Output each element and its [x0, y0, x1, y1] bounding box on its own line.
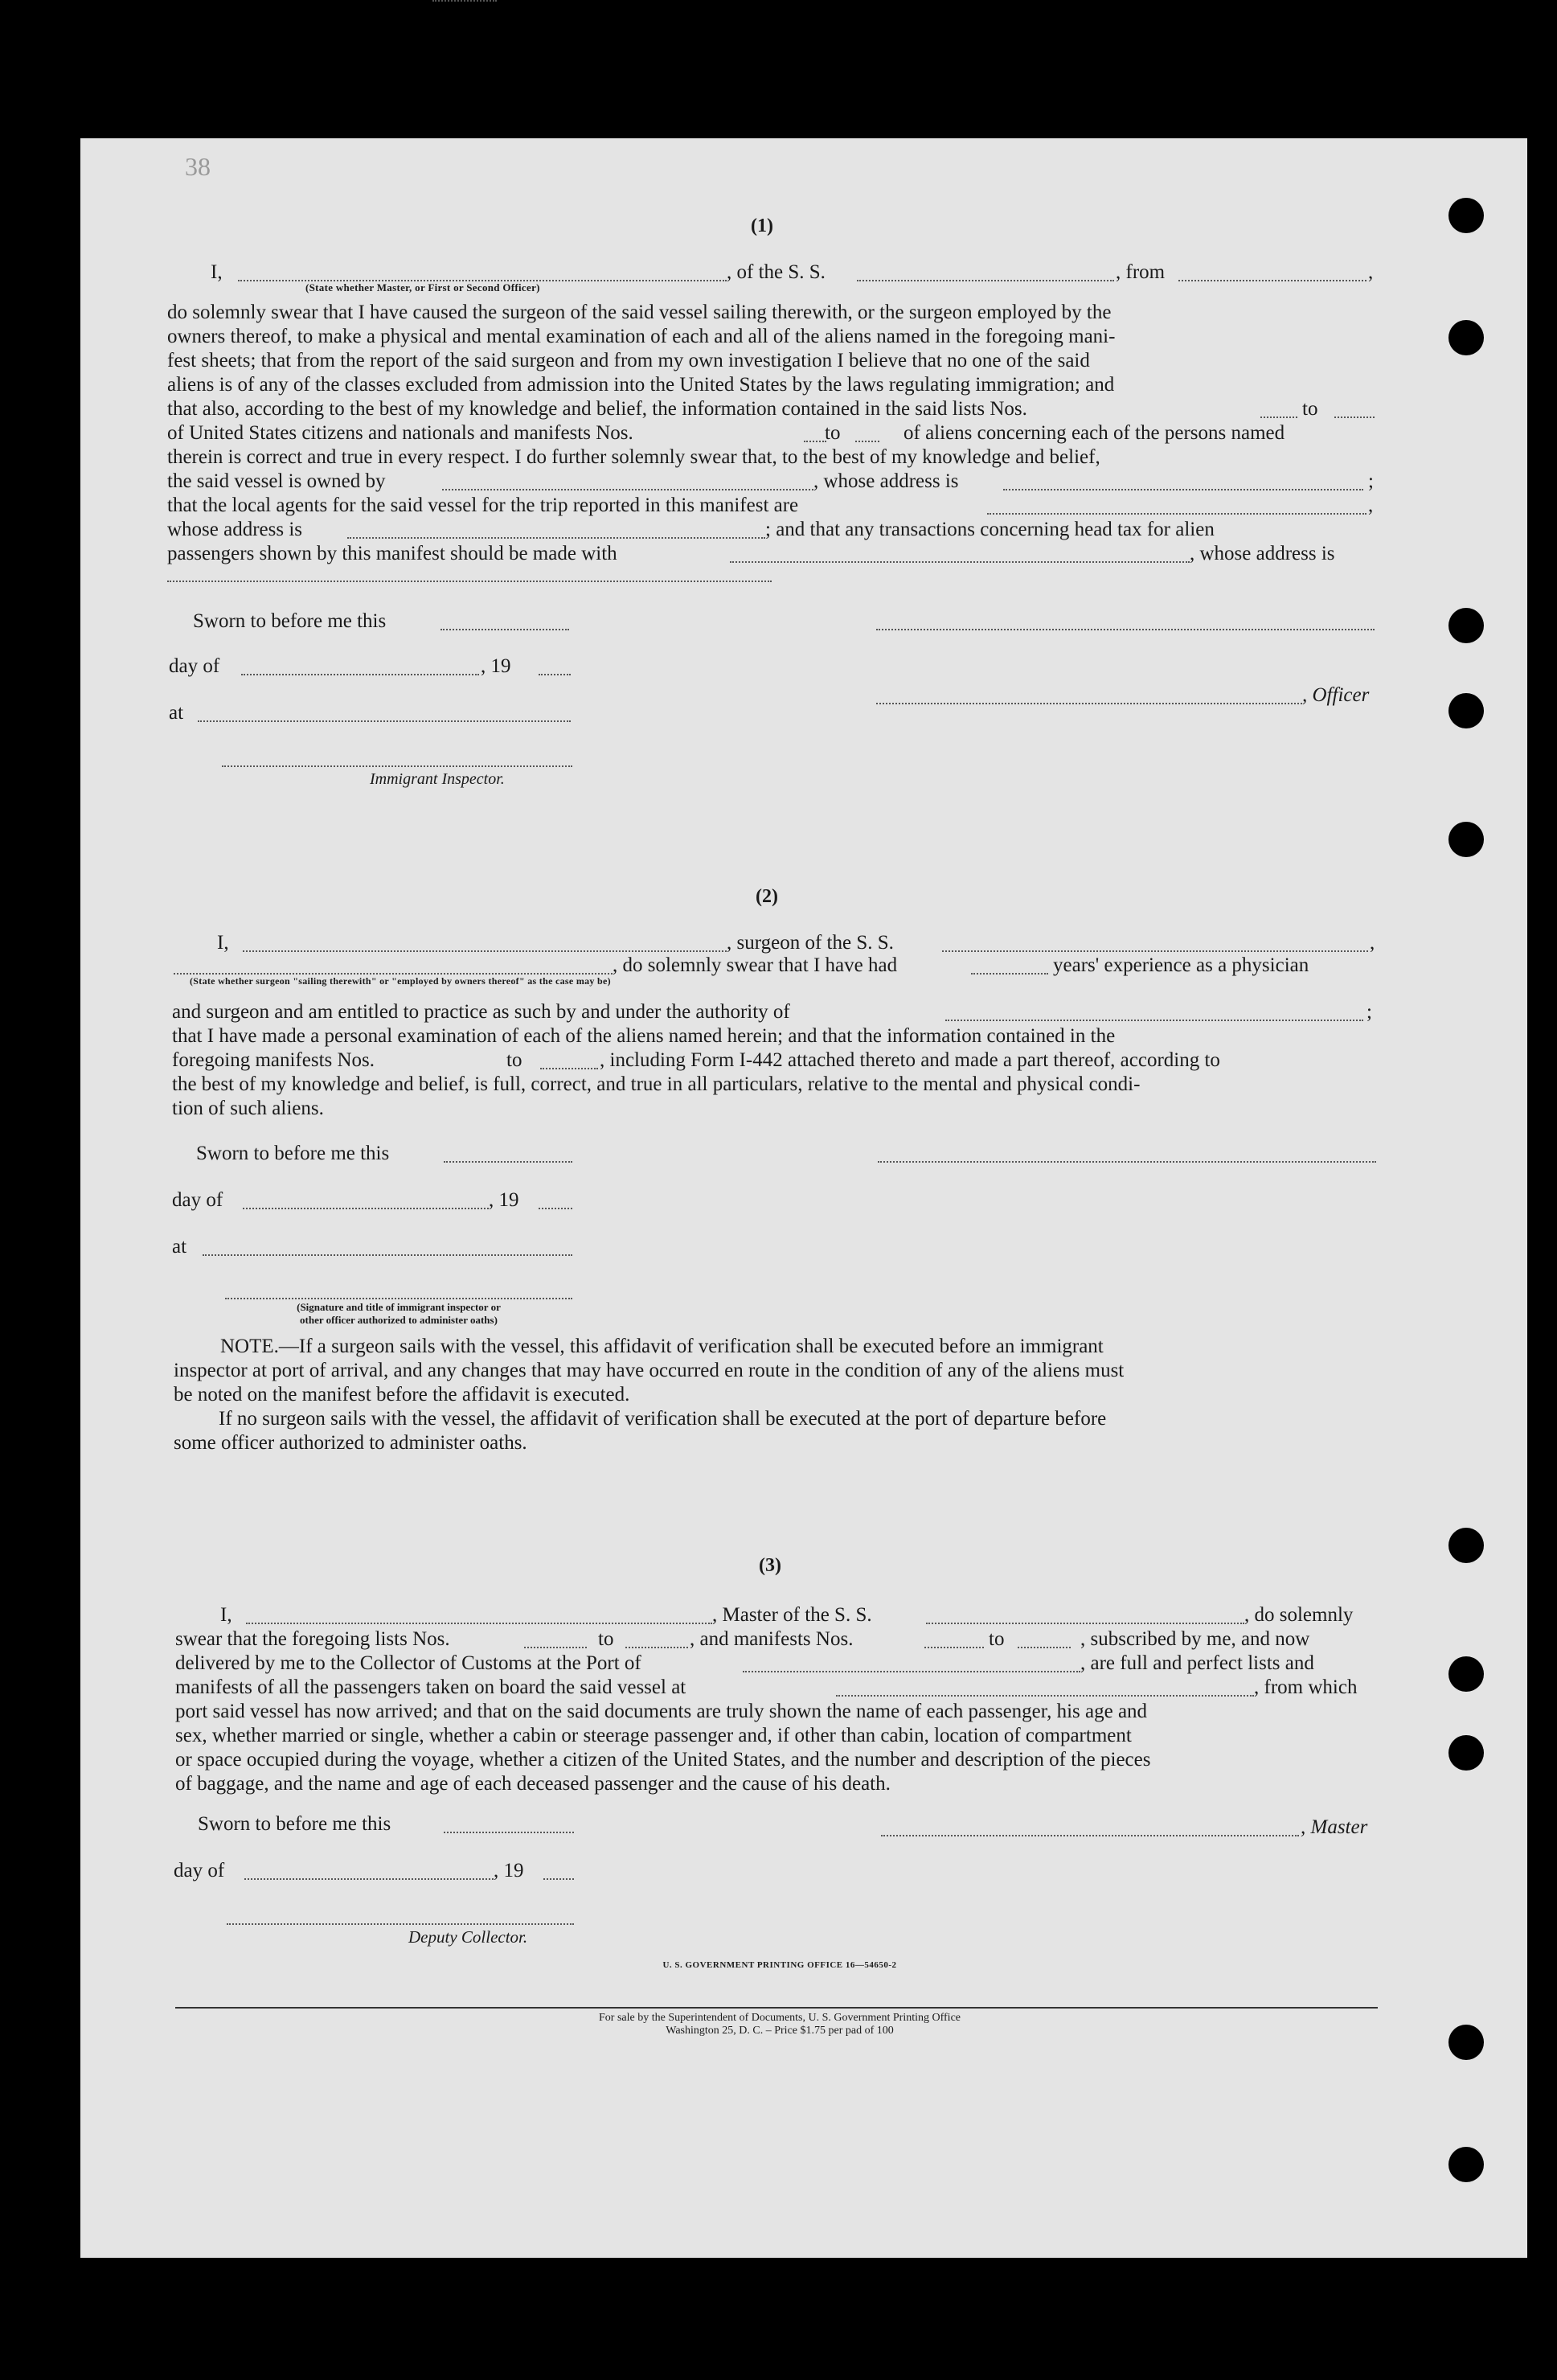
s3-manifests-from-field[interactable]: [924, 1647, 984, 1648]
s1-owner-field[interactable]: [442, 489, 813, 490]
s3-to-label: to: [989, 1628, 1005, 1650]
s3-body-line: sex, whether married or single, whether a cabin or steerage passenger and, if other than cabin, location of compartment: [175, 1725, 1132, 1746]
s2-month-field[interactable]: [243, 1208, 489, 1209]
s3-month-field[interactable]: [244, 1878, 494, 1880]
s1-to-label: to: [825, 422, 841, 444]
s2-year-label: , 19: [489, 1189, 519, 1211]
s3-manifests-to-field[interactable]: [1018, 1647, 1071, 1648]
section-number-1: (1): [751, 215, 773, 236]
s3-year-field[interactable]: [543, 1878, 574, 1880]
s3-port-label: delivered by me to the Collector of Customs at the Port of: [175, 1652, 641, 1674]
s2-note-line: inspector at port of arrival, and any changes that may have occurred en route in the condition of any of the aliens must: [174, 1360, 1125, 1381]
s3-perfect-lists-text: , are full and perfect lists and: [1080, 1652, 1314, 1674]
s1-head-tax-text: ; and that any transactions concerning head tax for alien: [765, 519, 1215, 540]
s1-manifests-label: of United States citizens and nationals and manifests Nos.: [167, 422, 633, 444]
s2-at-label: at: [172, 1236, 187, 1258]
s3-manifests-label: , and manifests Nos.: [690, 1628, 854, 1650]
s1-semicolon: ;: [1368, 470, 1374, 492]
s2-semicolon: ;: [1366, 1001, 1372, 1023]
binder-hole: [1448, 1735, 1484, 1771]
s3-body-line: of baggage, and the name and age of each deceased passenger and the cause of his death.: [175, 1773, 891, 1795]
s2-signature-caption: (Signature and title of immigrant inspector or: [297, 1301, 501, 1313]
section-number-2: (2): [756, 886, 778, 907]
s2-authority-label: and surgeon and am entitled to practice as such by and under the authority of: [172, 1001, 790, 1023]
s1-sworn-day-field[interactable]: [440, 629, 569, 630]
binder-hole: [1448, 2147, 1484, 2182]
binder-hole: [1448, 822, 1484, 857]
s1-year-field[interactable]: [539, 674, 571, 675]
s1-officer-label: , Officer: [1302, 684, 1370, 706]
s1-aliens-text: of aliens concerning each of the persons named: [903, 422, 1285, 444]
s3-master-of-ss-label: , Master of the S. S.: [712, 1604, 872, 1626]
s3-i-label: I,: [220, 1604, 232, 1626]
s2-signature-caption: other officer authorized to administer oaths): [300, 1314, 498, 1326]
binder-hole: [1448, 2025, 1484, 2060]
s2-note-line: some officer authorized to administer oaths.: [174, 1432, 527, 1454]
s2-body-line: the best of my knowledge and belief, is full, correct, and true in all particulars, relative to the mental and physical condi-: [172, 1073, 1141, 1095]
s2-body-line: tion of such aliens.: [172, 1098, 324, 1119]
sale-notice-line: Washington 25, D. C. – Price $1.75 per pad of 100: [666, 2025, 894, 2037]
binder-hole: [1448, 198, 1484, 233]
s3-to-label: to: [598, 1628, 614, 1650]
s3-lists-from-field[interactable]: [524, 1647, 587, 1648]
s2-sworn-label: Sworn to before me this: [196, 1143, 390, 1164]
s1-agents-field[interactable]: [987, 513, 1366, 515]
section-number-3: (3): [759, 1555, 781, 1576]
s3-lists-label: swear that the foregoing lists Nos.: [175, 1628, 450, 1650]
s3-port-field[interactable]: [743, 1671, 1080, 1672]
binder-hole: [1448, 608, 1484, 643]
s2-vessel-name-field[interactable]: [942, 950, 1368, 952]
s1-officer-title-field[interactable]: [876, 703, 1302, 704]
s2-status-caption: (State whether surgeon "sailing therewith" or "employed by owners thereof" as the case may be): [190, 975, 611, 987]
s2-manifests-from-field[interactable]: [432, 0, 497, 2]
s2-surgeon-status-field[interactable]: [174, 973, 613, 975]
s1-from-label: , from: [1116, 261, 1166, 283]
s2-surgeon-name-field[interactable]: [243, 950, 727, 952]
s2-manifests-label: foregoing manifests Nos.: [172, 1049, 375, 1071]
s1-day-of-label: day of: [169, 655, 220, 677]
s2-inspector-signature-field[interactable]: [225, 1298, 572, 1299]
s1-owned-by-label: the said vessel is owned by: [167, 470, 386, 492]
s1-year-label: , 19: [481, 655, 511, 677]
s2-surgeon-signature-field[interactable]: [878, 1161, 1376, 1163]
s1-lists-from-field[interactable]: [1260, 416, 1297, 418]
s2-manifests-to-field[interactable]: [540, 1068, 598, 1069]
s1-officer-signature-field[interactable]: [876, 629, 1375, 630]
s1-body-line: fest sheets; that from the report of the said surgeon and from my own investigation I believe that no one of the said: [167, 350, 1090, 371]
s1-manifests-from-field[interactable]: [804, 441, 826, 442]
s3-day-of-label: day of: [174, 1860, 225, 1881]
s2-body-line: that I have made a personal examination of each of the aliens named herein; and that the information contained in the: [172, 1025, 1116, 1047]
s2-sworn-day-field[interactable]: [444, 1161, 572, 1163]
s1-to-label: to: [1302, 398, 1318, 420]
s2-physician-text: years' experience as a physician: [1053, 954, 1309, 976]
s3-from-which-text: , from which: [1254, 1676, 1358, 1698]
s1-head-tax-address-field[interactable]: [167, 581, 772, 582]
s3-master-label: , Master: [1301, 1816, 1368, 1838]
s2-authority-field[interactable]: [945, 1020, 1363, 1021]
s1-owner-address-label: , whose address is: [813, 470, 959, 492]
s1-head-tax-address-label: , whose address is: [1190, 543, 1335, 564]
binder-hole: [1448, 1656, 1484, 1692]
s1-lists-to-field[interactable]: [1334, 416, 1375, 418]
s3-embark-label: manifests of all the passengers taken on board the said vessel at: [175, 1676, 686, 1698]
s2-note-line: NOTE.—If a surgeon sails with the vessel, this affidavit of verification shall be executed before an immigrant: [220, 1336, 1104, 1357]
s1-at-label: at: [169, 702, 184, 724]
s2-i-label: I,: [217, 932, 229, 954]
s2-surgeon-of-ss-label: , surgeon of the S. S.: [727, 932, 894, 954]
s1-officer-caption: (State whether Master, or First or Second Officer): [305, 281, 540, 293]
s3-deputy-collector-label: Deputy Collector.: [408, 1927, 528, 1947]
s3-year-label: , 19: [494, 1860, 524, 1881]
s1-at-place-field[interactable]: [198, 720, 571, 722]
s1-from-port-field[interactable]: [1178, 280, 1366, 281]
s2-to-label: to: [506, 1049, 522, 1071]
gpo-imprint: U. S. GOVERNMENT PRINTING OFFICE 16—54650-2: [662, 1960, 897, 1970]
s1-vessel-name-field[interactable]: [857, 280, 1114, 281]
s3-lists-to-field[interactable]: [625, 1647, 688, 1648]
s3-sworn-day-field[interactable]: [444, 1832, 574, 1833]
s1-comma: ,: [1368, 261, 1374, 283]
s1-month-field[interactable]: [241, 674, 479, 675]
s1-body-line: owners thereof, to make a physical and mental examination of each and all of the aliens named in the foregoing mani-: [167, 326, 1116, 347]
s1-i-label: I,: [211, 261, 223, 283]
page-number-mark: 38: [185, 152, 211, 181]
s1-manifests-to-field[interactable]: [855, 441, 879, 442]
s2-form-text: , including Form I-442 attached thereto and made a part thereof, according to: [600, 1049, 1220, 1071]
s3-solemnly-text: , do solemnly: [1244, 1604, 1354, 1626]
s2-years-experience-field[interactable]: [971, 973, 1048, 975]
s1-of-ss-label: , of the S. S.: [727, 261, 826, 283]
s3-master-signature-field[interactable]: [881, 1835, 1299, 1836]
footer-divider: [175, 2007, 1378, 2009]
s3-body-line: port said vessel has now arrived; and that on the said documents are truly shown the name of each passenger, his age and: [175, 1701, 1148, 1722]
s1-body-line: do solemnly swear that I have caused the surgeon of the said vessel sailing therewith, or the surgeon employed by the: [167, 302, 1112, 323]
s1-lists-label: that also, according to the best of my knowledge and belief, the information contained in the said lists Nos.: [167, 398, 1027, 420]
s3-master-name-field[interactable]: [246, 1623, 712, 1624]
s2-year-field[interactable]: [539, 1208, 572, 1209]
binder-hole: [1448, 1528, 1484, 1563]
s3-subscribed-text: , subscribed by me, and now: [1080, 1628, 1310, 1650]
s1-agents-address-field[interactable]: [347, 537, 765, 539]
s2-note-line: be noted on the manifest before the affidavit is executed.: [174, 1384, 630, 1405]
s3-sworn-label: Sworn to before me this: [198, 1813, 391, 1835]
s1-head-tax-label: passengers shown by this manifest should be made with: [167, 543, 617, 564]
binder-hole: [1448, 693, 1484, 728]
s1-owner-address-field[interactable]: [1003, 489, 1363, 490]
s2-note-line: If no surgeon sails with the vessel, the affidavit of verification shall be executed at the port of departure before: [219, 1408, 1107, 1430]
s1-inspector-label: Immigrant Inspector.: [370, 770, 505, 788]
s1-agents-label: that the local agents for the said vessel for the trip reported in this manifest are: [167, 494, 799, 516]
s1-body-line: therein is correct and true in every respect. I do further solemnly swear that, to the best of my knowledge and belief,: [167, 446, 1100, 468]
s2-comma: ,: [1370, 932, 1375, 954]
s2-swear-text: , do solemnly swear that I have had: [613, 954, 898, 976]
s3-vessel-name-field[interactable]: [926, 1623, 1244, 1624]
s3-embark-port-field[interactable]: [836, 1695, 1254, 1697]
s1-body-line: aliens is of any of the classes excluded from admission into the United States by the laws regulating immigration; and: [167, 374, 1115, 396]
s1-head-tax-party-field[interactable]: [730, 561, 1190, 563]
s2-day-of-label: day of: [172, 1189, 223, 1211]
sale-notice-line: For sale by the Superintendent of Documents, U. S. Government Printing Office: [599, 2012, 961, 2024]
binder-hole: [1448, 320, 1484, 355]
s3-body-line: or space occupied during the voyage, whether a citizen of the United States, and the number and description of the pieces: [175, 1749, 1151, 1771]
s1-agents-address-label: whose address is: [167, 519, 303, 540]
s1-sworn-label: Sworn to before me this: [193, 610, 387, 632]
s2-at-place-field[interactable]: [203, 1254, 572, 1256]
s1-comma: ,: [1368, 494, 1374, 516]
